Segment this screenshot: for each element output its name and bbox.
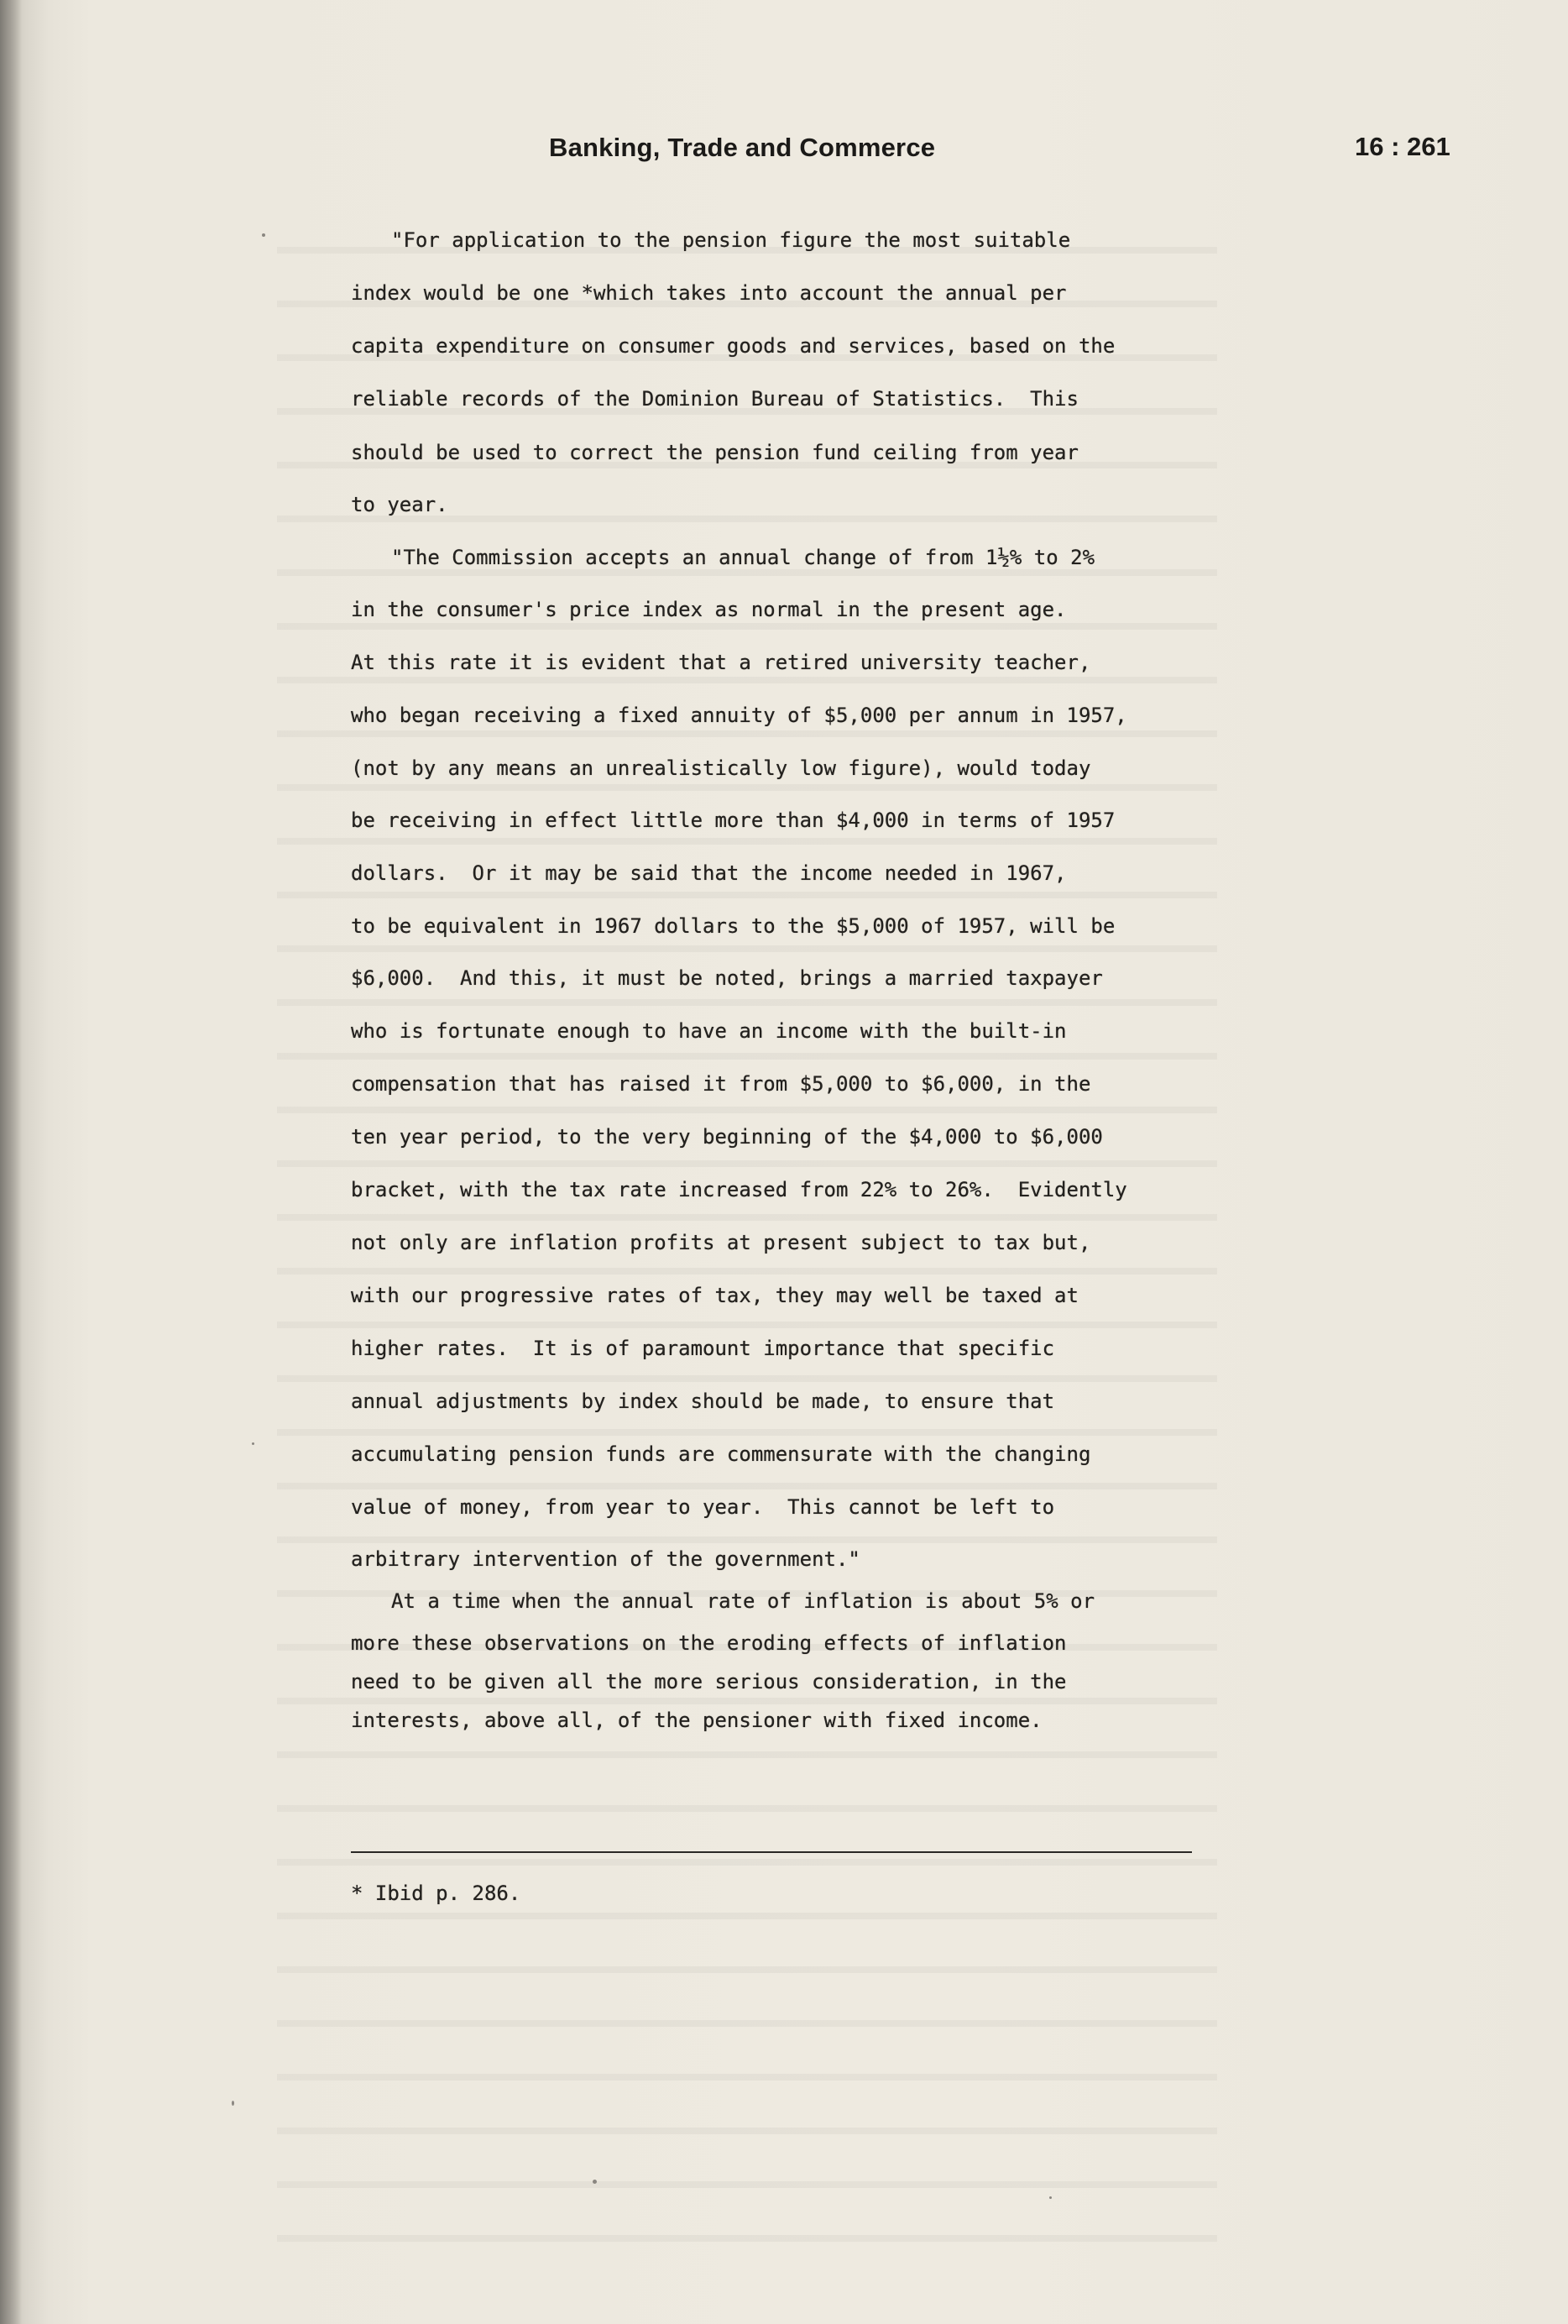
body-line: need to be given all the more serious consideration, in the bbox=[351, 1670, 1067, 1693]
body-line: bracket, with the tax rate increased from 22% to 26%. Evidently bbox=[351, 1178, 1127, 1201]
body-line: "For application to the pension figure the most suitable bbox=[391, 228, 1071, 252]
paper-speck bbox=[262, 233, 265, 237]
body-line: who began receiving a fixed annuity of $5,000 per annum in 1957, bbox=[351, 704, 1127, 727]
body-line: be receiving in effect little more than $4,000 in terms of 1957 bbox=[351, 809, 1116, 832]
body-line: interests, above all, of the pensioner with fixed income. bbox=[351, 1709, 1043, 1732]
body-line: in the consumer's price index as normal in the present age. bbox=[351, 598, 1067, 621]
body-line: higher rates. It is of paramount importance that specific bbox=[351, 1337, 1055, 1360]
paper-speck bbox=[593, 2180, 597, 2184]
body-line: who is fortunate enough to have an income with the built-in bbox=[351, 1019, 1067, 1043]
body-line: to year. bbox=[351, 493, 448, 516]
body-line: "The Commission accepts an annual change of from 1½% to 2% bbox=[391, 546, 1095, 569]
body-line: ten year period, to the very beginning of the $4,000 to $6,000 bbox=[351, 1125, 1103, 1149]
binding-shadow bbox=[0, 0, 22, 2324]
body-line: to be equivalent in 1967 dollars to the $5,000 of 1957, will be bbox=[351, 914, 1116, 938]
body-line: At a time when the annual rate of inflation is about 5% or bbox=[391, 1589, 1095, 1613]
body-line: $6,000. And this, it must be noted, brings a married taxpayer bbox=[351, 966, 1103, 990]
paper-speck bbox=[232, 2101, 234, 2106]
body-line: with our progressive rates of tax, they may well be taxed at bbox=[351, 1284, 1079, 1307]
body-line: annual adjustments by index should be made, to ensure that bbox=[351, 1390, 1055, 1413]
body-line: index would be one *which takes into account the annual per bbox=[351, 281, 1067, 305]
body-line: accumulating pension funds are commensurate with the changing bbox=[351, 1442, 1091, 1466]
body-line: value of money, from year to year. This cannot be left to bbox=[351, 1495, 1055, 1519]
body-line: At this rate it is evident that a retired university teacher, bbox=[351, 651, 1091, 674]
body-line: should be used to correct the pension fund ceiling from year bbox=[351, 441, 1079, 464]
paper-speck bbox=[1049, 2196, 1052, 2199]
body-line: not only are inflation profits at present subject to tax but, bbox=[351, 1231, 1091, 1254]
running-header-title: Banking, Trade and Commerce bbox=[549, 133, 936, 162]
page-number: 16 : 261 bbox=[1355, 132, 1450, 161]
body-line: (not by any means an unrealistically low figure), would today bbox=[351, 756, 1091, 780]
body-line: more these observations on the eroding effects of inflation bbox=[351, 1631, 1067, 1655]
body-line: compensation that has raised it from $5,000 to $6,000, in the bbox=[351, 1072, 1091, 1096]
body-line: capita expenditure on consumer goods and services, based on the bbox=[351, 334, 1116, 358]
footnote-divider bbox=[351, 1851, 1192, 1853]
paper-speck bbox=[252, 1442, 254, 1445]
footnote-text: * Ibid p. 286. bbox=[351, 1882, 521, 1905]
body-line: dollars. Or it may be said that the income needed in 1967, bbox=[351, 861, 1067, 885]
body-line: arbitrary intervention of the government." bbox=[351, 1547, 860, 1571]
body-line: reliable records of the Dominion Bureau of Statistics. This bbox=[351, 387, 1079, 411]
